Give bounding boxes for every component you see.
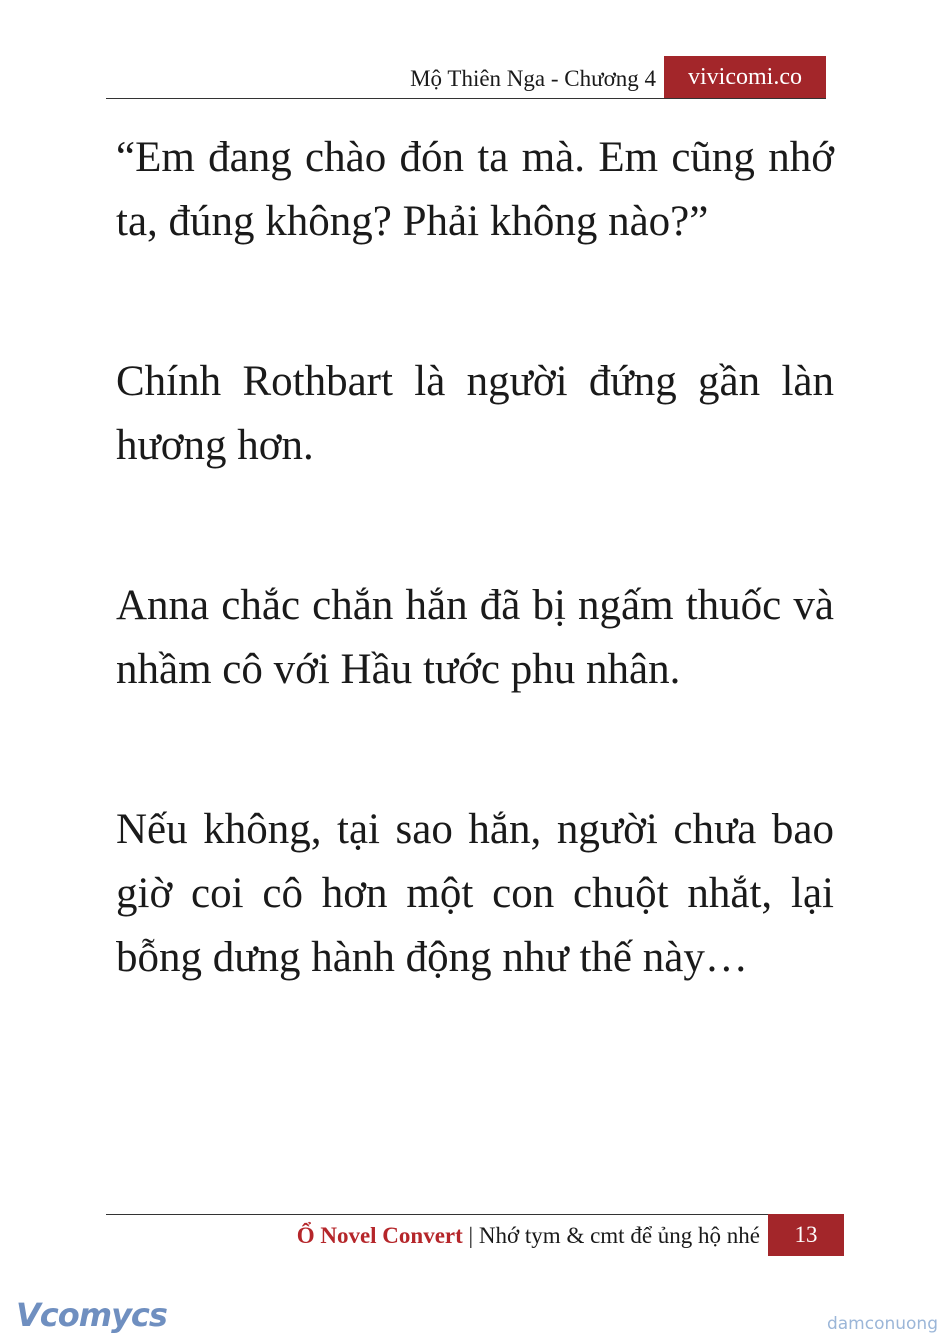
paragraph: Chính Rothbart là người đứng gần làn hương hơn. xyxy=(116,358,834,469)
chapter-title: Mộ Thiên Nga - Chương 4 xyxy=(410,66,656,91)
paragraph: “Em đang chào đón ta mà. Em cũng nhớ ta, đúng không? Phải không nào?” xyxy=(116,134,834,245)
footer-note xyxy=(297,1222,760,1250)
page-header xyxy=(106,56,826,100)
watermark-logo-left: Vcomycs xyxy=(16,1296,167,1334)
paragraph: Nếu không, tại sao hắn, người chưa bao giờ coi cô hơn một con chuột nhắt, lại bỗng dưng hành động như thế này… xyxy=(116,806,834,981)
watermark-right: damconuong xyxy=(826,1314,938,1334)
footer-message: Nhớ tym & cmt để ủng hộ nhé xyxy=(478,1223,760,1248)
page-footer xyxy=(106,1214,844,1256)
paragraph: Anna chắc chắn hắn đã bị ngấm thuốc và nhầm cô với Hầu tước phu nhân. xyxy=(116,582,834,693)
footer-separator: | xyxy=(462,1223,479,1248)
footer-brand: Ổ Novel Convert xyxy=(296,1223,463,1248)
footer-divider xyxy=(106,1214,844,1215)
chapter-text xyxy=(116,126,834,1086)
header-divider xyxy=(106,98,826,99)
page-number: 13 xyxy=(768,1214,844,1256)
site-badge: vivicomi.co xyxy=(664,56,826,98)
